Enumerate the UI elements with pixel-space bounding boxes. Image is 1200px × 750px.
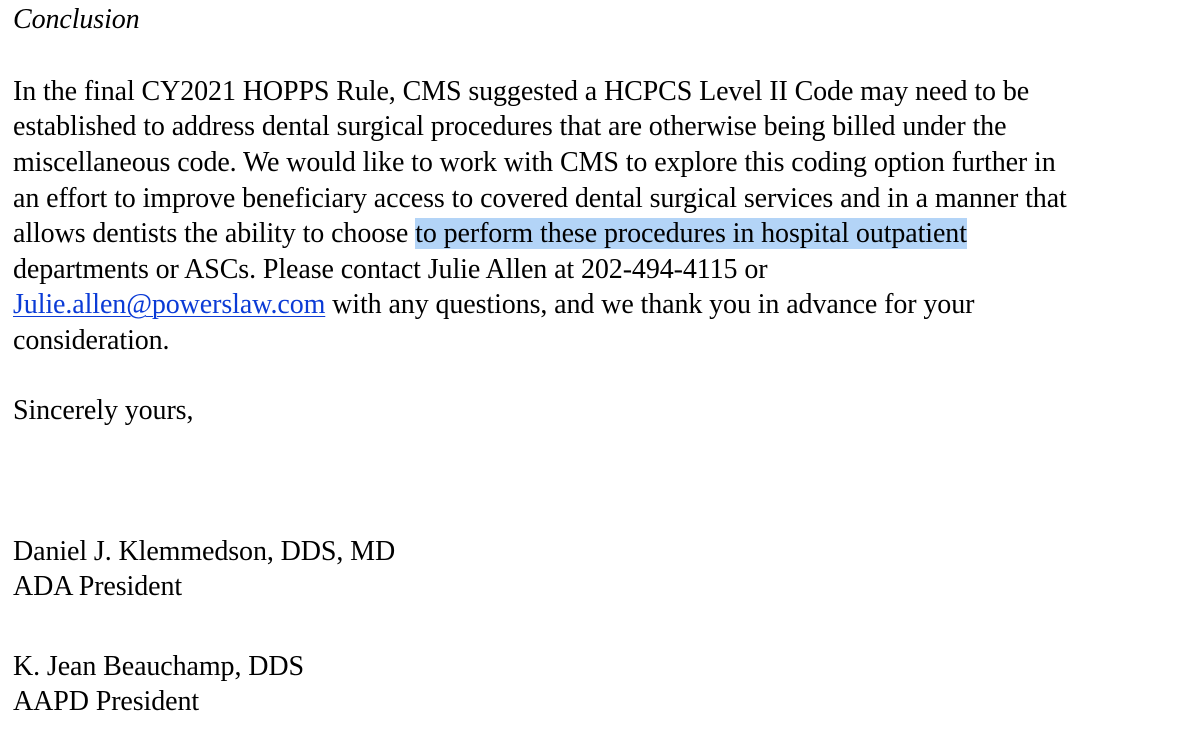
section-heading: Conclusion: [13, 4, 140, 35]
paragraph-line-2: established to address dental surgical procedures that are otherwise being billed under the: [13, 111, 1007, 142]
signatory-1-title: ADA President: [13, 571, 183, 602]
paragraph-line-5: [13, 217, 967, 251]
signatory-2-name: K. Jean Beauchamp, DDS: [13, 651, 304, 682]
paragraph-line-5-text: allows dentists the ability to choose: [13, 218, 416, 249]
paragraph-line-6: departments or ASCs. Please contact Julie Allen at 202-494-4115 or: [13, 254, 768, 285]
paragraph-line-8: consideration.: [13, 325, 170, 356]
signatory-2-title: AAPD President: [13, 686, 200, 717]
paragraph-line-7-text: with any questions, and we thank you in advance for your: [325, 289, 975, 320]
paragraph-line-7: [13, 288, 974, 322]
signatory-1-name: Daniel J. Klemmedson, DDS, MD: [13, 536, 396, 567]
selected-text-highlight[interactable]: to perform these procedures in hospital outpatient: [415, 218, 967, 249]
closing-salutation: Sincerely yours,: [13, 395, 194, 426]
paragraph-line-1: In the final CY2021 HOPPS Rule, CMS suggested a HCPCS Level II Code may need to be: [13, 76, 1030, 107]
paragraph-line-4: an effort to improve beneficiary access to covered dental surgical services and in a manner that: [13, 183, 1067, 214]
email-link[interactable]: Julie.allen@powerslaw.com: [13, 289, 326, 320]
paragraph-line-3: miscellaneous code. We would like to work with CMS to explore this coding option further in: [13, 147, 1056, 178]
